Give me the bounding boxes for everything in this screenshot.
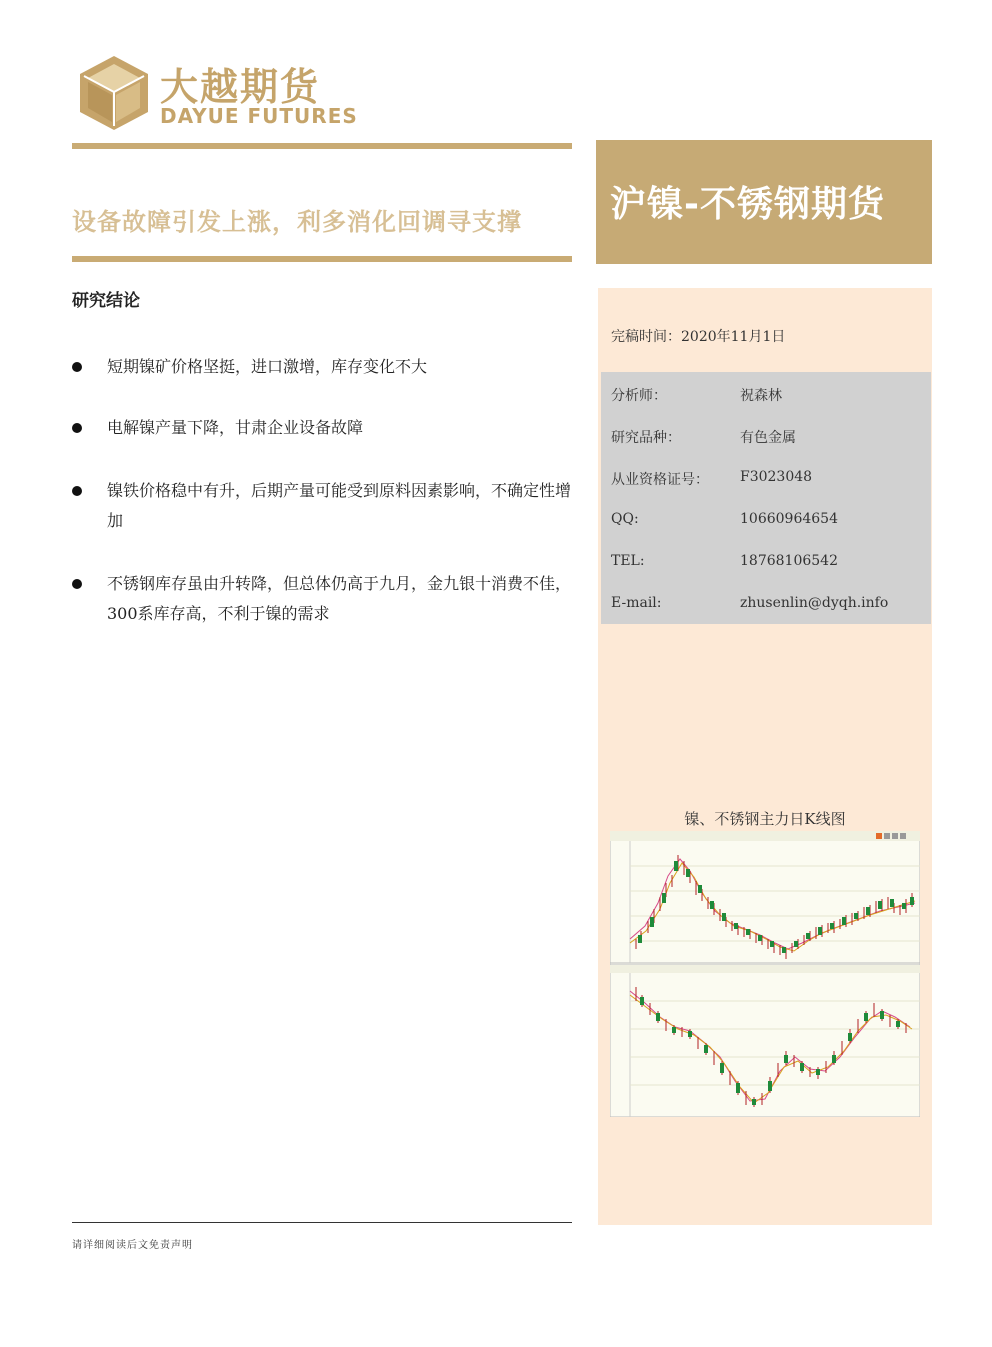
- bullet-text: 电解镍产量下降，甘肃企业设备故障: [107, 418, 364, 437]
- info-value-analyst: 祝森林: [740, 388, 782, 404]
- bullet-dot-icon: [72, 579, 82, 589]
- bullet-text: 镍铁价格稳中有升，后期产量可能受到原料因素影响，不确定性增加: [107, 481, 572, 530]
- brand-name-en: DAYUE FUTURES: [160, 104, 358, 128]
- stainless-kline-panel: [610, 965, 920, 1117]
- info-value-variety: 有色金属: [740, 430, 796, 446]
- bullet-text: 短期镍矿价格坚挺，进口激增，库存变化不大: [107, 357, 428, 376]
- chart-title: 镍、不锈钢主力日K线图: [684, 810, 846, 828]
- info-label-email: E-mail:: [611, 595, 662, 611]
- section-heading: 研究结论: [72, 291, 140, 311]
- info-value-qq: 10660964654: [740, 511, 838, 527]
- cube-logo-icon: [80, 56, 148, 130]
- info-value-tel: 18768106542: [740, 553, 838, 569]
- top-rule: [72, 143, 572, 149]
- footer-disclaimer: 请详细阅读后文免责声明: [72, 1240, 193, 1251]
- completion-date: 完稿时间：2020年11月1日: [611, 329, 786, 345]
- info-label-tel: TEL:: [611, 553, 645, 569]
- bullet-item: [72, 352, 574, 382]
- info-value-license: F3023048: [740, 469, 813, 485]
- nickel-kline-panel: [610, 831, 920, 963]
- subtitle-rule: [72, 256, 572, 262]
- report-banner: [596, 140, 932, 264]
- info-value-email: zhusenlin@dyqh.info: [740, 595, 889, 611]
- kline-chart-image: [610, 831, 920, 1117]
- bullet-item: [72, 569, 574, 629]
- banner-title: 沪镍-不锈钢期货: [610, 184, 885, 225]
- footer-rule: [72, 1222, 572, 1223]
- bullet-item: [72, 413, 574, 443]
- bullet-item: [72, 476, 574, 536]
- info-label-qq: QQ:: [611, 511, 639, 527]
- report-subtitle: 设备故障引发上涨，利多消化回调寻支撑: [72, 208, 522, 236]
- brand-name-cn: 大越期货: [160, 65, 321, 109]
- bullet-dot-icon: [72, 486, 82, 496]
- analyst-info-box: [601, 372, 931, 624]
- info-label-analyst: 分析师：: [611, 388, 667, 404]
- info-label-variety: 研究品种：: [611, 430, 681, 446]
- bullet-dot-icon: [72, 423, 82, 433]
- bullet-dot-icon: [72, 362, 82, 372]
- bullet-text: 不锈钢库存虽由升转降，但总体仍高于九月，金九银十消费不佳，300系库存高，不利于镍的需求: [107, 574, 572, 623]
- info-label-license: 从业资格证号：: [611, 472, 709, 488]
